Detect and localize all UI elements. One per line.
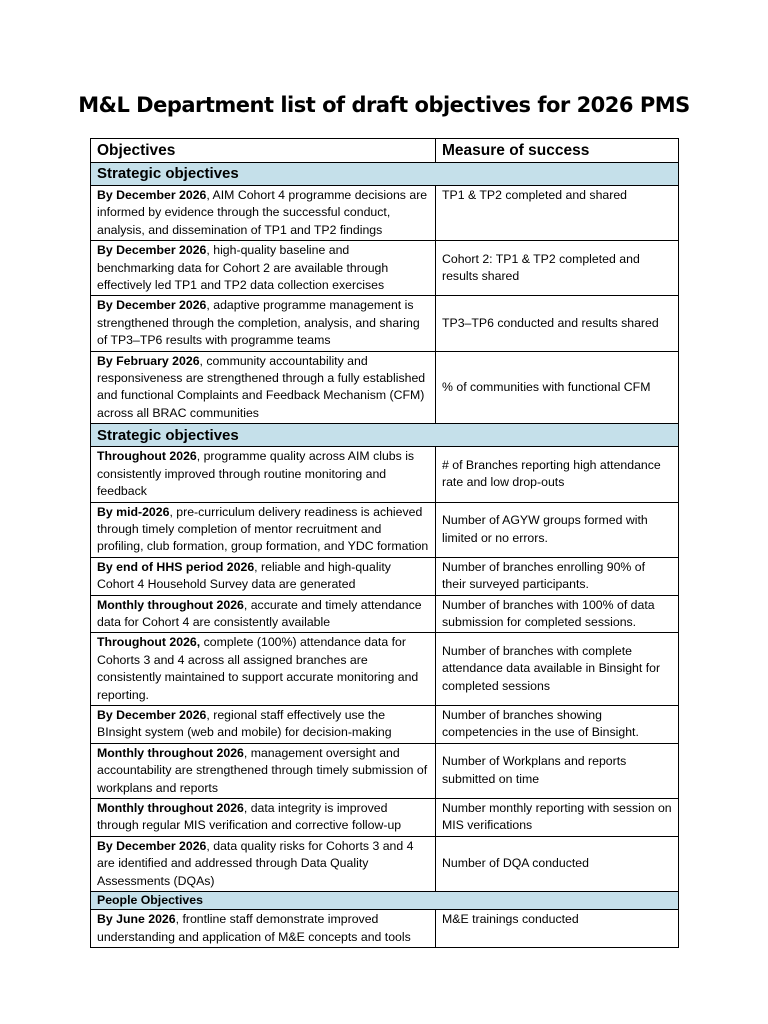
measure-cell: Number monthly reporting with session on MIS verifications [436,799,679,837]
table-row [91,836,679,891]
measure-cell: Number of Workplans and reports submitted on time [436,743,679,798]
objective-cell [91,705,436,743]
objective-cell [91,633,436,706]
measure-cell: Number of DQA conducted [436,836,679,891]
objective-cell [91,743,436,798]
objective-text: complete (100%) attendance data for Cohorts 3 and 4 across all assigned branches are consistently maintained to support accurate monitoring and reporting. [97,635,419,702]
objective-text: , AIM Cohort 4 programme decisions are informed by evidence through the successful conduct, analysis, and dissemination of TP1 and TP2 findings [97,188,428,237]
objective-text: , frontline staff demonstrate improved understanding and application of M&E concepts and tools [97,912,411,944]
objectives-table [90,138,679,948]
measure-cell: Number of AGYW groups formed with limited or no errors. [436,502,679,557]
measure-cell: Cohort 2: TP1 & TP2 completed and results shared [436,241,679,296]
table-row [91,910,679,948]
table-row [91,595,679,633]
objective-lead: Throughout 2026, [97,635,201,650]
table-row [91,502,679,557]
objective-text: , management oversight and accountability are strengthened through timely submission of workplans and reports [97,745,428,795]
objective-lead: Throughout 2026 [97,449,197,464]
objective-text: , reliable and high-quality Cohort 4 Household Survey data are generated [97,559,391,592]
objective-cell [91,595,436,633]
table-row [91,799,679,837]
section-heading: Strategic objectives [91,163,679,186]
objective-cell [91,296,436,351]
objective-lead: By February 2026 [97,353,200,368]
objective-text: , pre-curriculum delivery readiness is achieved through timely completion of mentor recruitment and profiling, club formation, group formation, and YDC formation [97,504,429,554]
table-row [91,351,679,424]
measure-cell: TP1 & TP2 completed and shared [436,186,679,241]
column-header-measure: Measure of success [436,139,679,163]
objective-cell [91,502,436,557]
objective-lead: By December 2026 [97,838,207,853]
objective-text: , data integrity is improved through regular MIS verification and corrective follow-up [97,801,402,833]
measure-cell: M&E trainings conducted [436,910,679,948]
measure-cell: TP3–TP6 conducted and results shared [436,296,679,351]
objective-lead: By December 2026 [97,188,207,202]
table-row [91,241,679,296]
objective-cell [91,910,436,948]
table-row [91,186,679,241]
measure-cell: Number of branches with complete attendance data available in Binsight for completed sessions [436,633,679,706]
section-heading: Strategic objectives [91,424,679,447]
objective-lead: Monthly throughout 2026 [97,745,244,760]
objective-cell [91,836,436,891]
table-row [91,447,679,502]
objective-cell [91,241,436,296]
measure-cell: # of Branches reporting high attendance rate and low drop-outs [436,447,679,502]
objective-text: , regional staff effectively use the BInsight system (web and mobile) for decision-making [97,707,392,740]
objective-text: , community accountability and responsiveness are strengthened through a fully established and functional Complaints and Feedback Mechanism (CFM) across all BRAC communities [97,353,426,420]
objective-lead: Monthly throughout 2026 [97,597,244,612]
objective-lead: By December 2026 [97,243,207,258]
table-row [91,296,679,351]
objective-lead: By December 2026 [97,298,207,313]
section-heading-row [91,892,679,910]
table-row [91,705,679,743]
document-title: M&L Department list of draft objectives for 2026 PMS [78,93,690,117]
table-row [91,743,679,798]
objective-text: , accurate and timely attendance data for Cohort 4 are consistently available [97,597,422,629]
measure-cell: Number of branches with 100% of data submission for completed sessions. [436,595,679,633]
objective-lead: By end of HHS period 2026 [97,559,255,574]
objective-text: , programme quality across AIM clubs is consistently improved through routine monitoring and feedback [97,449,415,499]
section-heading: People Objectives [91,892,679,910]
table-header-row [91,139,679,163]
objective-text: , data quality risks for Cohorts 3 and 4 are identified and addressed through Data Quality Assessments (DQAs) [97,838,414,888]
column-header-objectives: Objectives [91,139,436,163]
section-heading-row [91,163,679,186]
objective-cell [91,186,436,241]
objective-lead: Monthly throughout 2026 [97,801,244,815]
objective-cell [91,557,436,595]
objective-lead: By December 2026 [97,707,207,722]
table-row [91,633,679,706]
objective-text: , high-quality baseline and benchmarking data for Cohort 2 are available through effectively led TP1 and TP2 data collection exercises [97,243,389,293]
objective-lead: By mid-2026 [97,504,170,519]
measure-cell: Number of branches showing competencies in the use of Binsight. [436,705,679,743]
section-heading-row [91,424,679,447]
objective-cell [91,799,436,837]
objective-lead: By June 2026 [97,912,176,927]
measure-cell: Number of branches enrolling 90% of their surveyed participants. [436,557,679,595]
table-row [91,557,679,595]
objective-text: , adaptive programme management is strengthened through the completion, analysis, and sharing of TP3–TP6 results with programme teams [97,298,420,348]
objective-cell [91,447,436,502]
measure-cell: % of communities with functional CFM [436,351,679,424]
objective-cell [91,351,436,424]
